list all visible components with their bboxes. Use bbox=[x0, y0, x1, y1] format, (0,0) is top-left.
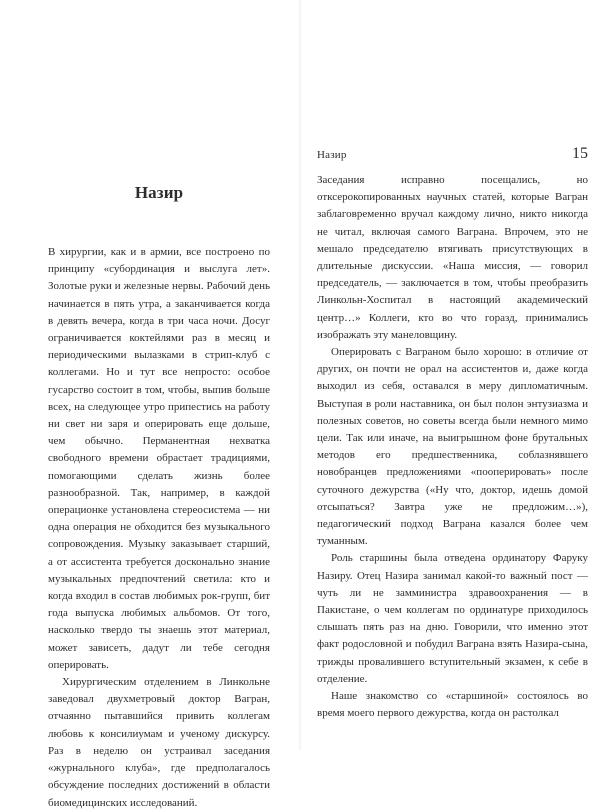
left-page-text bbox=[48, 244, 270, 812]
running-head: Назир bbox=[317, 149, 347, 161]
left-page bbox=[0, 0, 300, 809]
chapter-title: Назир bbox=[134, 183, 184, 203]
right-paragraph-3: Роль старшины была отведена ординатору Фаруку Назиру. Отец Назира занимал какой-то важный пост — чуть ли не замминистра здравоохранения — в Пакистане, о чем коллегам по ординатуре приходилось слышать пять раз на дню. Говорили, что именно этот факт родословной и побудил Ваграна взять Назира-сына, трижды провалившего вступительный экзамен, к себе в отделение. bbox=[317, 552, 588, 685]
right-paragraph-4: Наше знакомство со «старшиной» состоялось во время моего первого дежурства, когда он растолкал bbox=[317, 690, 588, 720]
right-paragraph-1: Заседания исправно посещались, но отксерокопированных научных статей, которые Вагран заблаговременно вручал каждому лично, никто никогда не читал, включая самого Ваграна. Впрочем, это не мешало председателю втягивать присутствующих в длительные дискуссии. «Наша миссия, — говорил председатель, — заключается в том, чтобы преобразить Линкольн-Хоспитал в настоящий академический центр…» Коллеги, кто во что горазд, принимались изображать эту манеловщину. bbox=[317, 174, 588, 341]
left-paragraph-2: Хирургическим отделением в Линкольне заведовал двухметровый доктор Вагран, отчаянно пытавшийся привить коллегам любовь к консилиумам и ученому дискурсу. Раз в неделю он устраивал заседания «журнального клуба», где предполагалось обсуждение последних достижений в области биомедицинских исследований. bbox=[48, 676, 270, 809]
right-page-text bbox=[317, 172, 588, 723]
right-paragraph-2: Оперировать с Ваграном было хорошо: в отличие от других, он почти не орал на ассистентов и, даже когда выходил из себя, оставался в меру дипломатичным. Выступая в роли наставника, он был полон энтузиазма и полезных советов, но советы всегда были немного мимо цели. Так или иначе, на выигрышном фоне брутальных методов его предшественника, соблазнявшего новобранцев предложениями «пооперировать» после суточного дежурства («Ну что, доктор, идешь домой отсыпаться? Завтра уже не предложим…»), педагогический подход Ваграна казался более чем туманным. bbox=[317, 346, 588, 548]
right-page bbox=[300, 0, 600, 750]
left-paragraph-1: В хирургии, как и в армии, все построено по принципу «субординация и выслуга лет». Золотые руки и железные нервы. Рабочий день начинается в пять утра, а заканчивается когда в девять вечера, когда в три часа ночи. Досуг ограничивается коктейлями раз в месяц и периодическими вылазками в стрип-клуб с коллегами. Но и тут все непросто: особое гусарство состоит в том, чтобы, выпив больше всех, на следующее утро припестись на работу ни свет ни заря и оперировать еще дольше, чем обычно. Перманентная нехватка свободного времени обрастает традициями, помогающими сделать жизнь более разнообразной. Так, например, в каждой операционке установлена стереосистема — ни одна операция не обходится без музыкального сопровождения. Музыку заказывает старший, а от ассистента требуется досконально знание музыкальных предпочтений светила: кто и когда входил в состав любимых рок-групп, бит года выпуска любимых альбомов. От того, насколько твердо ты знаешь этот материал, может зависеть, дадут ли тебе сегодня оперировать. bbox=[48, 246, 270, 671]
page-number: 15 bbox=[572, 145, 588, 162]
